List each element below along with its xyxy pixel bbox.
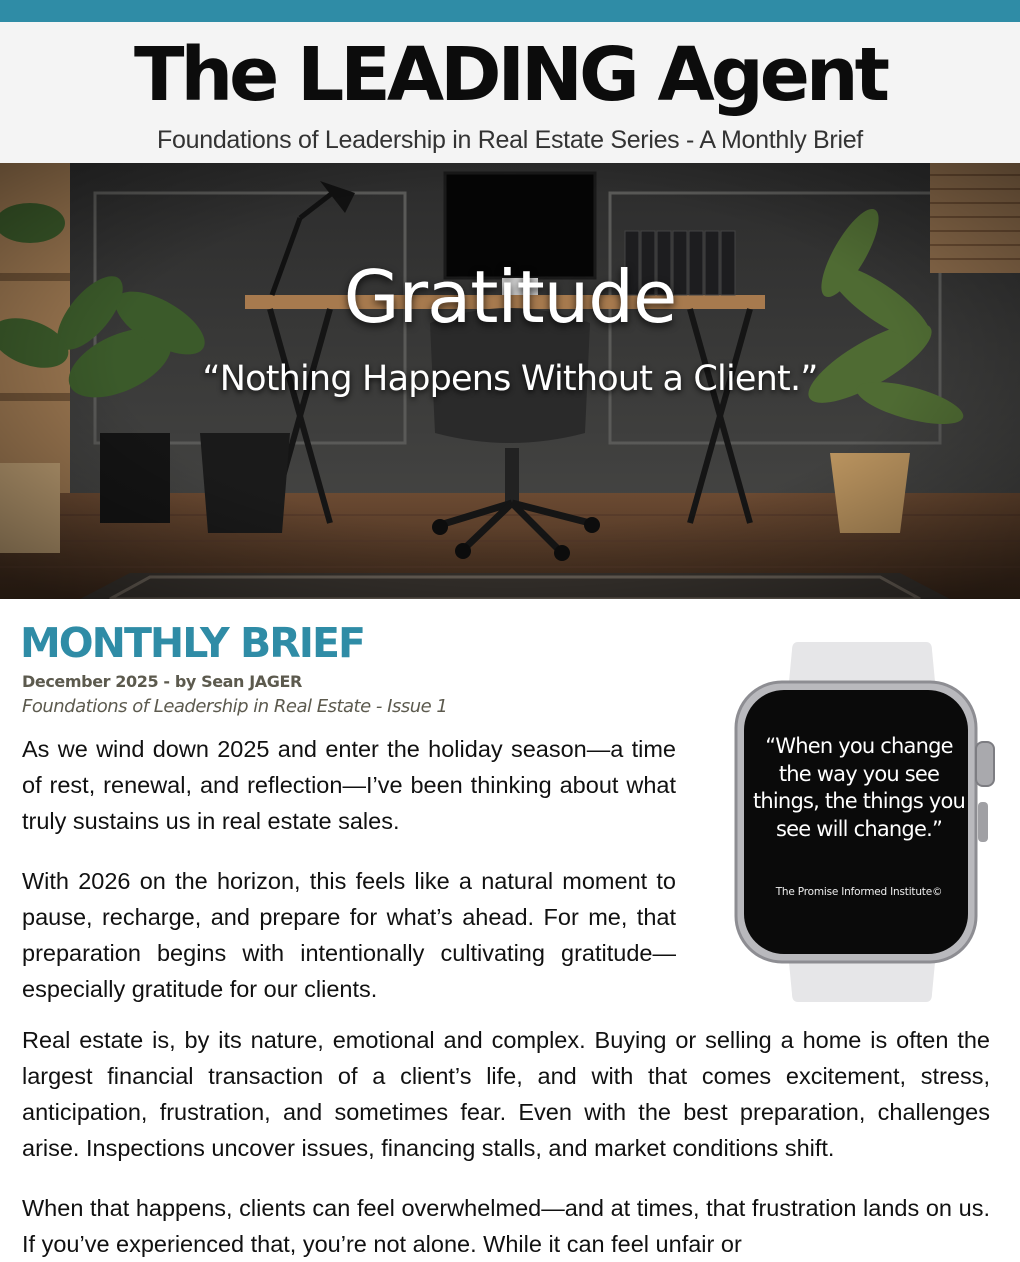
masthead [0,22,1020,163]
byline: December 2025 - by Sean JAGER [22,672,302,691]
watch-quote: “When you change the way you see things, the things you see will change.” [752,734,966,841]
newsletter-subtitle: Foundations of Leadership in Real Estate Series - A Monthly Brief [157,126,863,154]
body-paragraph: Real estate is, by its nature, emotional and complex. Buying or selling a home is often the largest financial transaction of a client’s life, and with that comes excitement, stress, anticipation, frustration, and sometimes fear. Even with the best preparation, challenges arise. Inspections uncover issues, financing stalls, and market conditions shift. [22,1027,990,1161]
newsletter-title: The LEADING Agent [134,32,886,118]
section-title: MONTHLY BRIEF [20,619,365,667]
hero-title: Gratitude [343,255,677,339]
hero-banner [0,163,1020,599]
watch-credit: The Promise Informed Institute© [775,886,943,898]
hero-quote: “Nothing Happens Without a Client.” [202,359,818,399]
body-paragraph: As we wind down 2025 and enter the holiday season—a time of rest, renewal, and reflection—I’ve been thinking about what truly sustains us in real estate sales. [22,736,676,834]
body-paragraph: With 2026 on the horizon, this feels like a natural moment to pause, recharge, and prepare for what’s ahead. For me, that preparation begins with intentionally cultivating gratitude—especially gratitude for our clients. [22,868,676,1002]
top-accent-bar [0,0,1020,22]
body-paragraph: When that happens, clients can feel overwhelmed—and at times, that frustration lands on us. If you’ve experienced that, you’re not alone. While it can feel unfair or [22,1195,990,1257]
series-line: Foundations of Leadership in Real Estate - Issue 1 [22,696,448,717]
